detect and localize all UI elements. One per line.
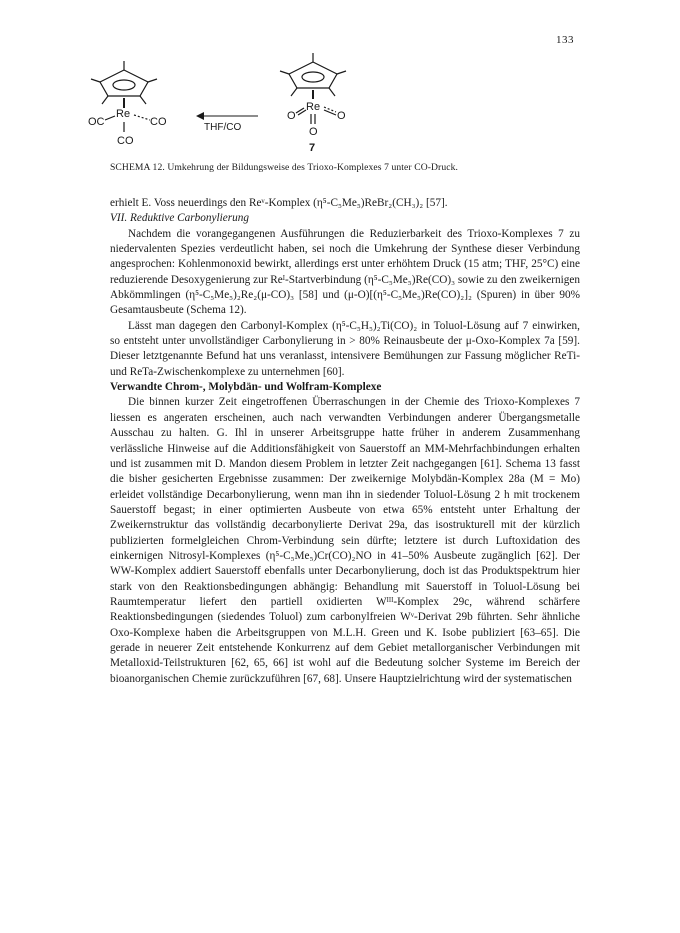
paragraph-continuation: erhielt E. Voss neuerdings den Reᵛ-Komplex (η⁵-C₅Me₅)ReBr₂(CH₃)₂ [57]. xyxy=(110,197,448,209)
cp-aromatic-circle-right xyxy=(302,72,324,82)
left-ligand-1: OC xyxy=(88,116,105,128)
reaction-arrow xyxy=(196,112,258,133)
paragraph-related-complexes: Die binnen kurzer Zeit eingetroffenen Überraschungen in der Chemie des Trioxo-Komplexes 7 liessen es angeraten erscheinen, auch nach verwandten Verbindungen anderer Übergangsmetalle Ausschau zu halten. G. Ihl in unserer Arbeitsgruppe hatte früher in anderem Zusammenhang verlässliche Hinweise auf die Additionsfähigkeit von Sauerstoff an MM-Mehrfachbindungen erhalten und ist zusammen mit D. Mandon diesem Problem in letzter Zeit nachgegangen [61]. Schema 13 fasst die bisher gesicherten Ergebnisse zusammen: Der zweikernige Molybdän-Komplex 28a (M = Mo) erleidet vollständige Decarbonylierung, wenn man ihn in siedender Toluol-Lösung 2 h mit trockenem Sauerstoff begast; in einer optimierten Ausbeute von etwa 65% entsteht unter Erhaltung der Zweikernstruktur das vollständig decarbonylierte Derivat 29a, das isostrukturell mit der kürzlich publizierten formelgleichen Chrom-Verbindung sein dürfte; letztere ist durch Luftoxidation des einkernigen Nitrosyl-Komplexes (η⁵-C₅Me₅)Cr(CO)₂NO in 41–50% Ausbeute zugänglich [62]. Der WW-Komplex addiert Sauerstoff ebenfalls unter Decarbonylierung, doch ist das Produktspektrum hier stark von den Reaktionsbedingungen abhängig: Behandlung mit Sauerstoff in Toluol-Lösung bei Raumtemperatur liefert den partiell oxidierten Wᴵᴵᴵ-Komplex 29c, während schärfere Reaktionsbedingungen (siedendes Toluol) zum carbonylfreien Wᵛ-Derivat 29b führten. Sehr ähnliche Oxo-Komplexe haben die Arbeitsgruppen von M.L.H. Green und K. Isobe publiziert [63–65]. Die gerade in neuerer Zeit entstehende Konkurrenz auf dem Gebiet metallorganischer Verbindungen mit Metalloxid-Teilstrukturen [62, 65, 66] ist wohl auf die Bedeutung solcher Systeme im Bereich der bioanorganischen Chemie zurückzuführen [67, 68]. Unsere Hauptzielrichtung wird der systematischen xyxy=(110,396,580,685)
scheme-caption: SCHEMA 12. Umkehrung der Bildungsweise des Trioxo-Komplexes 7 unter CO-Druck. xyxy=(110,162,458,173)
right-ligand-1: O xyxy=(287,110,296,122)
paragraph-reductive-carbonylation: Nachdem die vorangegangenen Ausführungen die Reduzierbarkeit des Trioxo-Komplexes 7 zu niedervalenten Spezies verdeutlicht haben, sei noch die Umkehrung der Synthese dieser Verbindung angesprochen: Kohlenmonoxid bewirkt, allerdings erst unter erhöhtem Druck (15 atm; THF, 25°C) eine reduzierende Desoxygenierung zur Reᴵ-Startverbindung (η⁵-C₅Me₅)Re(CO)₃ sowie zu den zweikernigen Abkömmlingen (η⁵-C₅Me₅)₂Re₂(μ-CO)₃ [58] und (μ-O)[(η⁵-C₅Me₅)Re(CO)₂]₂ (Spuren) in über 90% Gesamtausbeute (Schema 12). xyxy=(110,227,580,317)
page-number: 133 xyxy=(556,34,574,46)
scheme-drawing xyxy=(88,52,428,164)
paragraph-titanium-carbonyl: Lässt man dagegen den Carbonyl-Komplex (η⁵-C₅H₅)₂Ti(CO)₂ in Toluol-Lösung auf 7 einwirken, so entsteht unter unvollständiger Carbonylierung in > 80% Reinausbeute der μ-Oxo-Komplex 7a [59]. Dieser letztgenannte Befund hat uns veranlasst, intensivere Bemühungen zur Fassung möglicher ReTi- und ReTa-Zwischenkomplexe zu unternehmen [60]. xyxy=(110,319,580,378)
cp-aromatic-circle-left xyxy=(113,80,135,90)
right-metal-label: Re xyxy=(306,101,321,113)
section-heading-reductive-carbonylation: VII. Reduktive Carbonylierung xyxy=(110,212,250,225)
section-heading-related-complexes: Verwandte Chrom-, Molybdän- und Wolfram-Komplexe xyxy=(110,381,382,394)
left-metal-label: Re xyxy=(116,108,131,120)
cp-ring-right xyxy=(289,62,337,88)
cp-ring-left xyxy=(100,70,148,96)
reaction-scheme xyxy=(88,52,428,164)
right-ligand-2: O xyxy=(337,110,346,122)
left-ligand-2: CO xyxy=(150,116,167,128)
compound-number-7: 7 xyxy=(309,142,316,154)
body-text xyxy=(110,196,580,687)
right-ligand-3: O xyxy=(309,126,318,138)
left-ligand-3: CO xyxy=(117,135,134,147)
arrow-condition-label: THF/CO xyxy=(204,122,242,133)
